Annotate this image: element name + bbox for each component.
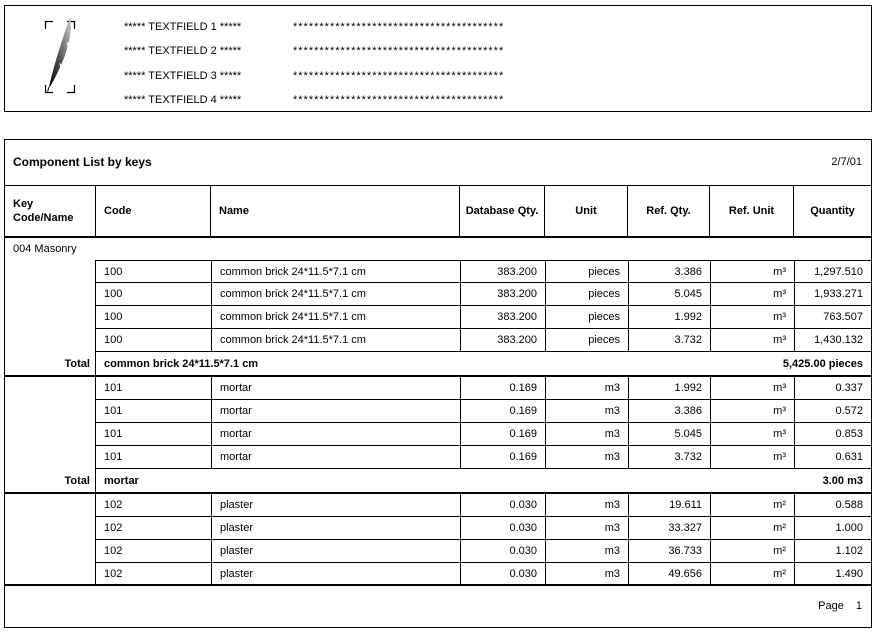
key-cell bbox=[5, 540, 95, 563]
textfield-4-value: **************************************** bbox=[293, 94, 505, 106]
table-row bbox=[5, 329, 871, 352]
quantity-cell: 0.588 bbox=[794, 494, 871, 516]
code-cell: 102 bbox=[104, 522, 123, 534]
page-label: Page bbox=[818, 600, 844, 612]
quantity-cell: 1.102 bbox=[794, 540, 871, 562]
key-cell bbox=[5, 517, 95, 540]
name-cell: mortar bbox=[211, 423, 460, 445]
report-date: 2/7/01 bbox=[831, 156, 862, 168]
total-row-brick bbox=[5, 352, 871, 377]
code-cell: 102 bbox=[104, 499, 123, 511]
ref-qty-cell: 3.386 bbox=[628, 400, 710, 422]
db-qty-cell: 383.200 bbox=[460, 306, 545, 328]
quantity-cell: 0.853 bbox=[794, 423, 871, 445]
db-qty-cell: 0.030 bbox=[460, 563, 545, 584]
name-cell: plaster bbox=[211, 517, 460, 539]
unit-cell: m3 bbox=[545, 540, 628, 562]
key-cell bbox=[5, 306, 95, 329]
unit-cell: m3 bbox=[545, 400, 628, 422]
unit-cell: m3 bbox=[545, 423, 628, 445]
ref-unit-cell: m³ bbox=[710, 423, 794, 445]
ref-qty-cell: 33.327 bbox=[628, 517, 710, 539]
code-cell: 100 bbox=[104, 334, 123, 346]
total-value: 3.00 m3 bbox=[822, 474, 863, 487]
total-row-mortar bbox=[5, 469, 871, 494]
table-row bbox=[5, 563, 871, 586]
letterhead-row-4 bbox=[5, 94, 871, 107]
table-row bbox=[5, 306, 871, 329]
total-label: Total bbox=[64, 474, 90, 487]
letterhead-row-1 bbox=[5, 21, 871, 34]
unit-cell: m3 bbox=[545, 517, 628, 539]
quantity-cell: 1,933.271 bbox=[794, 283, 871, 305]
unit-cell: pieces bbox=[545, 306, 628, 328]
key-cell bbox=[5, 400, 95, 423]
textfield-2-label: ***** TEXTFIELD 2 ***** bbox=[124, 45, 242, 57]
table-row bbox=[5, 494, 871, 517]
textfield-4-label: ***** TEXTFIELD 4 ***** bbox=[124, 94, 242, 106]
table-row bbox=[5, 283, 871, 306]
quantity-cell: 0.337 bbox=[794, 377, 871, 399]
quantity-cell: 763.507 bbox=[794, 306, 871, 328]
ref-unit-cell: m³ bbox=[710, 283, 794, 305]
key-cell bbox=[5, 563, 95, 584]
column-header-unit: Unit bbox=[544, 186, 627, 236]
ref-unit-cell: m³ bbox=[710, 306, 794, 328]
name-cell: mortar bbox=[211, 400, 460, 422]
textfield-3-value: **************************************** bbox=[293, 70, 505, 82]
key-cell bbox=[5, 494, 95, 517]
code-cell: 102 bbox=[104, 545, 123, 557]
key-cell bbox=[5, 283, 95, 306]
key-cell bbox=[5, 446, 95, 469]
name-cell: mortar bbox=[211, 446, 460, 468]
ref-qty-cell: 49.656 bbox=[628, 563, 710, 584]
report-title: Component List by keys bbox=[13, 155, 152, 169]
column-header-ref-qty: Ref. Qty. bbox=[627, 186, 709, 236]
total-label: Total bbox=[64, 357, 90, 370]
ref-qty-cell: 1.992 bbox=[628, 306, 710, 328]
page-indicator bbox=[818, 600, 862, 612]
unit-cell: m3 bbox=[545, 563, 628, 584]
total-name: common brick 24*11.5*7.1 cm bbox=[104, 357, 259, 370]
textfield-3-label: ***** TEXTFIELD 3 ***** bbox=[124, 70, 242, 82]
column-header-quantity: Quantity bbox=[793, 186, 871, 236]
column-header-ref-unit: Ref. Unit bbox=[709, 186, 793, 236]
code-cell: 100 bbox=[104, 288, 123, 300]
table-header-row bbox=[5, 186, 871, 238]
name-cell: common brick 24*11.5*7.1 cm bbox=[211, 306, 460, 328]
db-qty-cell: 0.030 bbox=[460, 494, 545, 516]
name-cell: plaster bbox=[211, 540, 460, 562]
ref-unit-cell: m³ bbox=[710, 377, 794, 399]
code-cell: 101 bbox=[104, 405, 123, 417]
db-qty-cell: 0.169 bbox=[460, 423, 545, 445]
ref-unit-cell: m³ bbox=[710, 400, 794, 422]
unit-cell: m3 bbox=[545, 494, 628, 516]
ref-unit-cell: m³ bbox=[710, 446, 794, 468]
code-cell: 101 bbox=[104, 451, 123, 463]
total-value: 5,425.00 pieces bbox=[782, 357, 863, 370]
unit-cell: pieces bbox=[545, 261, 628, 282]
quantity-cell: 1.000 bbox=[794, 517, 871, 539]
ref-unit-cell: m² bbox=[710, 517, 794, 539]
unit-cell: m3 bbox=[545, 446, 628, 468]
ref-unit-cell: m² bbox=[710, 563, 794, 584]
key-cell bbox=[5, 423, 95, 446]
db-qty-cell: 383.200 bbox=[460, 261, 545, 282]
name-cell: common brick 24*11.5*7.1 cm bbox=[211, 329, 460, 351]
code-cell: 101 bbox=[104, 428, 123, 440]
db-qty-cell: 383.200 bbox=[460, 329, 545, 351]
report-title-row bbox=[5, 140, 871, 186]
ref-qty-cell: 19.611 bbox=[628, 494, 710, 516]
letterhead bbox=[4, 5, 872, 112]
quantity-cell: 1.490 bbox=[794, 563, 871, 584]
code-cell: 101 bbox=[104, 382, 123, 394]
db-qty-cell: 0.169 bbox=[460, 446, 545, 468]
textfield-2-value: **************************************** bbox=[293, 45, 505, 57]
report-footer bbox=[5, 586, 871, 630]
column-header-code: Code bbox=[95, 186, 210, 236]
report-page bbox=[4, 139, 872, 628]
quantity-cell: 0.572 bbox=[794, 400, 871, 422]
db-qty-cell: 0.030 bbox=[460, 540, 545, 562]
code-cell: 100 bbox=[104, 311, 123, 323]
group-label: 004 Masonry bbox=[13, 243, 77, 255]
unit-cell: m3 bbox=[545, 377, 628, 399]
unit-cell: pieces bbox=[545, 329, 628, 351]
quantity-cell: 1,430.132 bbox=[794, 329, 871, 351]
ref-qty-cell: 3.732 bbox=[628, 446, 710, 468]
ref-qty-cell: 5.045 bbox=[628, 283, 710, 305]
quantity-cell: 0.631 bbox=[794, 446, 871, 468]
ref-qty-cell: 5.045 bbox=[628, 423, 710, 445]
table-row bbox=[5, 540, 871, 563]
code-cell: 102 bbox=[104, 567, 123, 580]
ref-unit-cell: m² bbox=[710, 540, 794, 562]
key-cell bbox=[5, 377, 95, 400]
key-cell bbox=[5, 329, 95, 352]
ref-qty-cell: 36.733 bbox=[628, 540, 710, 562]
ref-unit-cell: m² bbox=[710, 494, 794, 516]
column-header-key-code-name bbox=[5, 186, 95, 236]
db-qty-cell: 383.200 bbox=[460, 283, 545, 305]
group-header-row bbox=[5, 238, 871, 260]
ref-qty-cell: 3.732 bbox=[628, 329, 710, 351]
page-number: 1 bbox=[855, 600, 862, 612]
code-cell: 100 bbox=[104, 265, 123, 278]
name-cell: common brick 24*11.5*7.1 cm bbox=[211, 261, 460, 282]
table-row bbox=[5, 260, 871, 283]
ref-qty-cell: 3.386 bbox=[628, 261, 710, 282]
textfield-1-value: **************************************** bbox=[293, 21, 505, 33]
name-cell: common brick 24*11.5*7.1 cm bbox=[211, 283, 460, 305]
textfield-1-label: ***** TEXTFIELD 1 ***** bbox=[124, 21, 242, 33]
total-name: mortar bbox=[104, 474, 139, 487]
table-row bbox=[5, 400, 871, 423]
ref-unit-cell: m³ bbox=[710, 261, 794, 282]
table-row bbox=[5, 423, 871, 446]
key-header-line2: Code/Name bbox=[13, 212, 74, 224]
key-header-line1: Key bbox=[13, 198, 34, 210]
letterhead-row-2 bbox=[5, 45, 871, 58]
db-qty-cell: 0.030 bbox=[460, 517, 545, 539]
name-cell: plaster bbox=[211, 494, 460, 516]
table-row bbox=[5, 377, 871, 400]
letterhead-row-3 bbox=[5, 70, 871, 83]
db-qty-cell: 0.169 bbox=[460, 400, 545, 422]
table-row bbox=[5, 517, 871, 540]
quantity-cell: 1,297.510 bbox=[794, 261, 871, 282]
column-header-db-qty: Database Qty. bbox=[459, 186, 544, 236]
table-row bbox=[5, 446, 871, 469]
ref-unit-cell: m³ bbox=[710, 329, 794, 351]
column-header-name: Name bbox=[210, 186, 459, 236]
name-cell: mortar bbox=[211, 377, 460, 399]
unit-cell: pieces bbox=[545, 283, 628, 305]
db-qty-cell: 0.169 bbox=[460, 377, 545, 399]
key-cell bbox=[5, 260, 95, 283]
ref-qty-cell: 1.992 bbox=[628, 377, 710, 399]
name-cell: plaster bbox=[211, 563, 460, 584]
